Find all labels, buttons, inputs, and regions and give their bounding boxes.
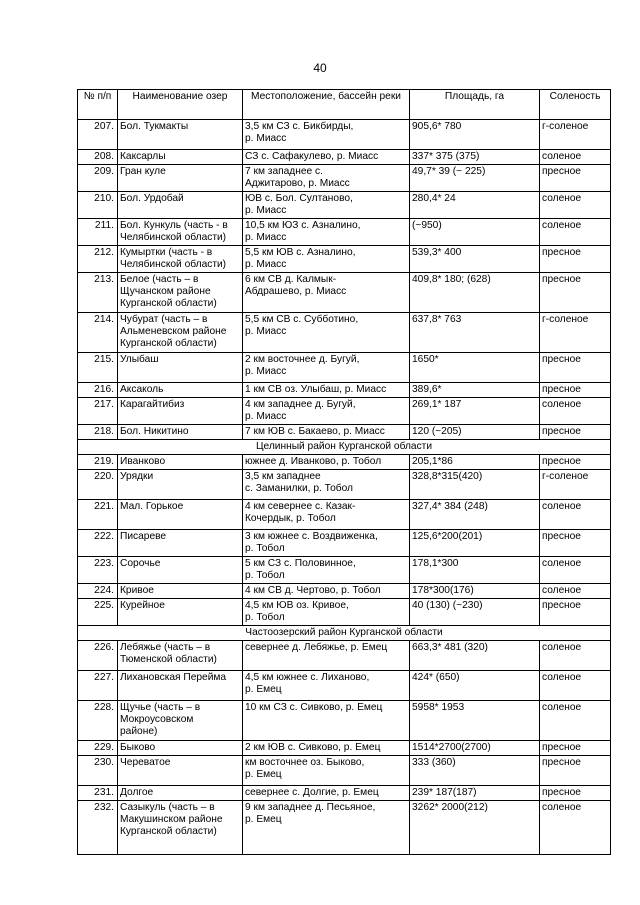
- row-number: 214.: [78, 313, 118, 353]
- lake-name: Иванково: [118, 455, 243, 470]
- row-number: 230.: [78, 756, 118, 786]
- table-row: [78, 584, 611, 599]
- table-row: [78, 741, 611, 756]
- lake-area: 49,7* 39 (~ 225): [410, 165, 540, 192]
- lake-location: южнее д. Иванково, р. Тобол: [243, 455, 410, 470]
- row-number: 212.: [78, 246, 118, 273]
- table-row: [78, 383, 611, 398]
- row-number: 210.: [78, 192, 118, 219]
- lake-area: 539,3* 400: [410, 246, 540, 273]
- table-row: [78, 756, 611, 786]
- lake-salinity: пресное: [540, 756, 611, 786]
- lake-area: 280,4* 24: [410, 192, 540, 219]
- lake-salinity: пресное: [540, 741, 611, 756]
- lake-area: 1514*2700(2700): [410, 741, 540, 756]
- lake-area: (~950): [410, 219, 540, 246]
- lake-location: ЮВ с. Бол. Султаново, р. Миасс: [243, 192, 410, 219]
- lake-name: Быково: [118, 741, 243, 756]
- lake-salinity: г-соленое: [540, 313, 611, 353]
- row-number: 207.: [78, 120, 118, 150]
- lake-location: севернее д. Лебяжье, р. Емец: [243, 641, 410, 671]
- lake-location: 4,5 км ЮВ оз. Кривое, р. Тобол: [243, 599, 410, 626]
- table-row: [78, 641, 611, 671]
- lake-salinity: соленое: [540, 398, 611, 425]
- section-row: [78, 626, 611, 641]
- lake-name: Сорочье: [118, 557, 243, 584]
- lake-area: 178*300(176): [410, 584, 540, 599]
- lake-location: 7 км ЮВ с. Бакаево, р. Миасс: [243, 425, 410, 440]
- lake-salinity: пресное: [540, 530, 611, 557]
- lake-area: 663,3* 481 (320): [410, 641, 540, 671]
- lake-location: 4,5 км южнее с. Лиханово, р. Емец: [243, 671, 410, 701]
- lake-salinity: пресное: [540, 599, 611, 626]
- table-header-row: [78, 90, 611, 120]
- lake-name: Улыбаш: [118, 353, 243, 383]
- lake-area: 178,1*300: [410, 557, 540, 584]
- lake-name: Гран куле: [118, 165, 243, 192]
- lake-area: 3262* 2000(212): [410, 801, 540, 855]
- lake-name: Белое (часть – в Щучанском районе Курганской области): [118, 273, 243, 313]
- lake-name: Каксарлы: [118, 150, 243, 165]
- lake-location: 2 км восточнее д. Бугуй, р. Миасс: [243, 353, 410, 383]
- row-number: 209.: [78, 165, 118, 192]
- table-row: [78, 120, 611, 150]
- row-number: 228.: [78, 701, 118, 741]
- lake-area: 333 (360): [410, 756, 540, 786]
- row-number: 223.: [78, 557, 118, 584]
- header-lake-name: Наименование озер: [118, 90, 243, 120]
- lake-location: 10 км СЗ с. Сивково, р. Емец: [243, 701, 410, 741]
- table-row: [78, 530, 611, 557]
- row-number: 231.: [78, 786, 118, 801]
- lake-area: 337* 375 (375): [410, 150, 540, 165]
- lake-name: Бол. Никитино: [118, 425, 243, 440]
- lake-location: 3 км южнее с. Воздвиженка, р. Тобол: [243, 530, 410, 557]
- lake-salinity: соленое: [540, 192, 611, 219]
- table-row: [78, 599, 611, 626]
- lake-area: 328,8*315(420): [410, 470, 540, 500]
- lake-name: Сазыкуль (часть – в Макушинском районе Курганской области): [118, 801, 243, 855]
- lake-salinity: соленое: [540, 801, 611, 855]
- row-number: 229.: [78, 741, 118, 756]
- lake-location: 5 км СЗ с. Половинное, р. Тобол: [243, 557, 410, 584]
- table-row: [78, 192, 611, 219]
- lake-area: 409,8* 180; (628): [410, 273, 540, 313]
- lake-salinity: соленое: [540, 701, 611, 741]
- lake-salinity: соленое: [540, 557, 611, 584]
- lake-name: Кривое: [118, 584, 243, 599]
- lake-location: 4 км западнее д. Бугуй, р. Миасс: [243, 398, 410, 425]
- lake-name: Лихановская Перейма: [118, 671, 243, 701]
- row-number: 221.: [78, 500, 118, 530]
- lake-location: км восточнее оз. Быково, р. Емец: [243, 756, 410, 786]
- table-row: [78, 455, 611, 470]
- row-number: 216.: [78, 383, 118, 398]
- lake-salinity: пресное: [540, 425, 611, 440]
- table-row: [78, 671, 611, 701]
- lake-salinity: соленое: [540, 671, 611, 701]
- lake-salinity: пресное: [540, 353, 611, 383]
- header-number: № п/п: [78, 90, 118, 120]
- lake-location: севернее с. Долгие, р. Емец: [243, 786, 410, 801]
- lake-area: 389,6*: [410, 383, 540, 398]
- table-row: [78, 557, 611, 584]
- row-number: 217.: [78, 398, 118, 425]
- lake-location: 3,5 км СЗ с. Бикбирды, р. Миасс: [243, 120, 410, 150]
- row-number: 220.: [78, 470, 118, 500]
- lake-location: 1 км СВ оз. Улыбаш, р. Миасс: [243, 383, 410, 398]
- table-row: [78, 425, 611, 440]
- lake-area: 327,4* 384 (248): [410, 500, 540, 530]
- lake-area: 239* 187(187): [410, 786, 540, 801]
- lake-location: 5,5 км ЮВ с. Азналино, р. Миасс: [243, 246, 410, 273]
- section-title: Частоозерский район Курганской области: [78, 626, 611, 641]
- lake-salinity: соленое: [540, 150, 611, 165]
- lake-name: Долгое: [118, 786, 243, 801]
- table-row: [78, 353, 611, 383]
- lake-name: Карагайтибиз: [118, 398, 243, 425]
- section-title: Целинный район Курганской области: [78, 440, 611, 455]
- lake-salinity: пресное: [540, 455, 611, 470]
- lake-location: 7 км западнее с. Аджитарово, р. Миасс: [243, 165, 410, 192]
- lake-name: Чубурат (часть – в Альменевском районе Курганской области): [118, 313, 243, 353]
- table-row: [78, 313, 611, 353]
- lake-name: Череватое: [118, 756, 243, 786]
- lake-salinity: пресное: [540, 786, 611, 801]
- lake-name: Лебяжье (часть – в Тюменской области): [118, 641, 243, 671]
- table-row: [78, 150, 611, 165]
- lake-name: Бол. Тукмакты: [118, 120, 243, 150]
- row-number: 211.: [78, 219, 118, 246]
- lake-location: 9 км западнее д. Песьяное, р. Емец: [243, 801, 410, 855]
- lake-area: 125,6*200(201): [410, 530, 540, 557]
- lake-location: 2 км ЮВ с. Сивково, р. Емец: [243, 741, 410, 756]
- table-row: [78, 500, 611, 530]
- lake-salinity: соленое: [540, 641, 611, 671]
- lake-area: 424* (650): [410, 671, 540, 701]
- lake-salinity: пресное: [540, 273, 611, 313]
- row-number: 213.: [78, 273, 118, 313]
- lake-name: Аксаколь: [118, 383, 243, 398]
- lake-salinity: г-соленое: [540, 470, 611, 500]
- lake-area: 120 (~205): [410, 425, 540, 440]
- row-number: 208.: [78, 150, 118, 165]
- lake-location: 10,5 км ЮЗ с. Азналино, р. Миасс: [243, 219, 410, 246]
- page-number: 40: [313, 61, 327, 75]
- lake-salinity: г-соленое: [540, 120, 611, 150]
- row-number: 215.: [78, 353, 118, 383]
- table-row: [78, 701, 611, 741]
- row-number: 218.: [78, 425, 118, 440]
- row-number: 222.: [78, 530, 118, 557]
- lake-area: 5958* 1953: [410, 701, 540, 741]
- row-number: 232.: [78, 801, 118, 855]
- lake-location: 6 км СВ д. Калмык- Абдрашево, р. Миасс: [243, 273, 410, 313]
- table-row: [78, 246, 611, 273]
- lake-salinity: пресное: [540, 383, 611, 398]
- lake-name: Курейное: [118, 599, 243, 626]
- lake-location: СЗ с. Сафакулево, р. Миасс: [243, 150, 410, 165]
- table-body: [78, 120, 611, 855]
- row-number: 225.: [78, 599, 118, 626]
- lake-name: Бол. Урдобай: [118, 192, 243, 219]
- lake-salinity: пресное: [540, 165, 611, 192]
- lake-name: Кумыртки (часть - в Челябинской области): [118, 246, 243, 273]
- lake-salinity: соленое: [540, 584, 611, 599]
- header-salinity: Соленость: [540, 90, 611, 120]
- lake-name: Бол. Кункуль (часть - в Челябинской области): [118, 219, 243, 246]
- table-row: [78, 801, 611, 855]
- lake-location: 4 км СВ д. Чертово, р. Тобол: [243, 584, 410, 599]
- table-row: [78, 219, 611, 246]
- lake-area: 1650*: [410, 353, 540, 383]
- section-row: [78, 440, 611, 455]
- lake-location: 5,5 км СВ с. Субботино, р. Миасс: [243, 313, 410, 353]
- table-row: [78, 470, 611, 500]
- lake-name: Урядки: [118, 470, 243, 500]
- lake-name: Щучье (часть – в Мокроусовском районе): [118, 701, 243, 741]
- lake-name: Писареве: [118, 530, 243, 557]
- lake-salinity: соленое: [540, 219, 611, 246]
- lake-salinity: соленое: [540, 500, 611, 530]
- row-number: 227.: [78, 671, 118, 701]
- lake-name: Мал. Горькое: [118, 500, 243, 530]
- lake-area: 637,8* 763: [410, 313, 540, 353]
- lake-area: 269,1* 187: [410, 398, 540, 425]
- row-number: 224.: [78, 584, 118, 599]
- row-number: 226.: [78, 641, 118, 671]
- header-area: Площадь, га: [410, 90, 540, 120]
- lake-location: 4 км севернее с. Казак- Кочердык, р. Тобол: [243, 500, 410, 530]
- lake-area: 40 (130) (~230): [410, 599, 540, 626]
- header-location: Местоположение, бассейн реки: [243, 90, 410, 120]
- lake-location: 3,5 км западнее с. Заманилки, р. Тобол: [243, 470, 410, 500]
- row-number: 219.: [78, 455, 118, 470]
- table-row: [78, 273, 611, 313]
- lakes-table: [77, 89, 611, 855]
- table-row: [78, 165, 611, 192]
- table-row: [78, 786, 611, 801]
- lake-area: 905,6* 780: [410, 120, 540, 150]
- table-row: [78, 398, 611, 425]
- lake-salinity: пресное: [540, 246, 611, 273]
- lake-area: 205,1*86: [410, 455, 540, 470]
